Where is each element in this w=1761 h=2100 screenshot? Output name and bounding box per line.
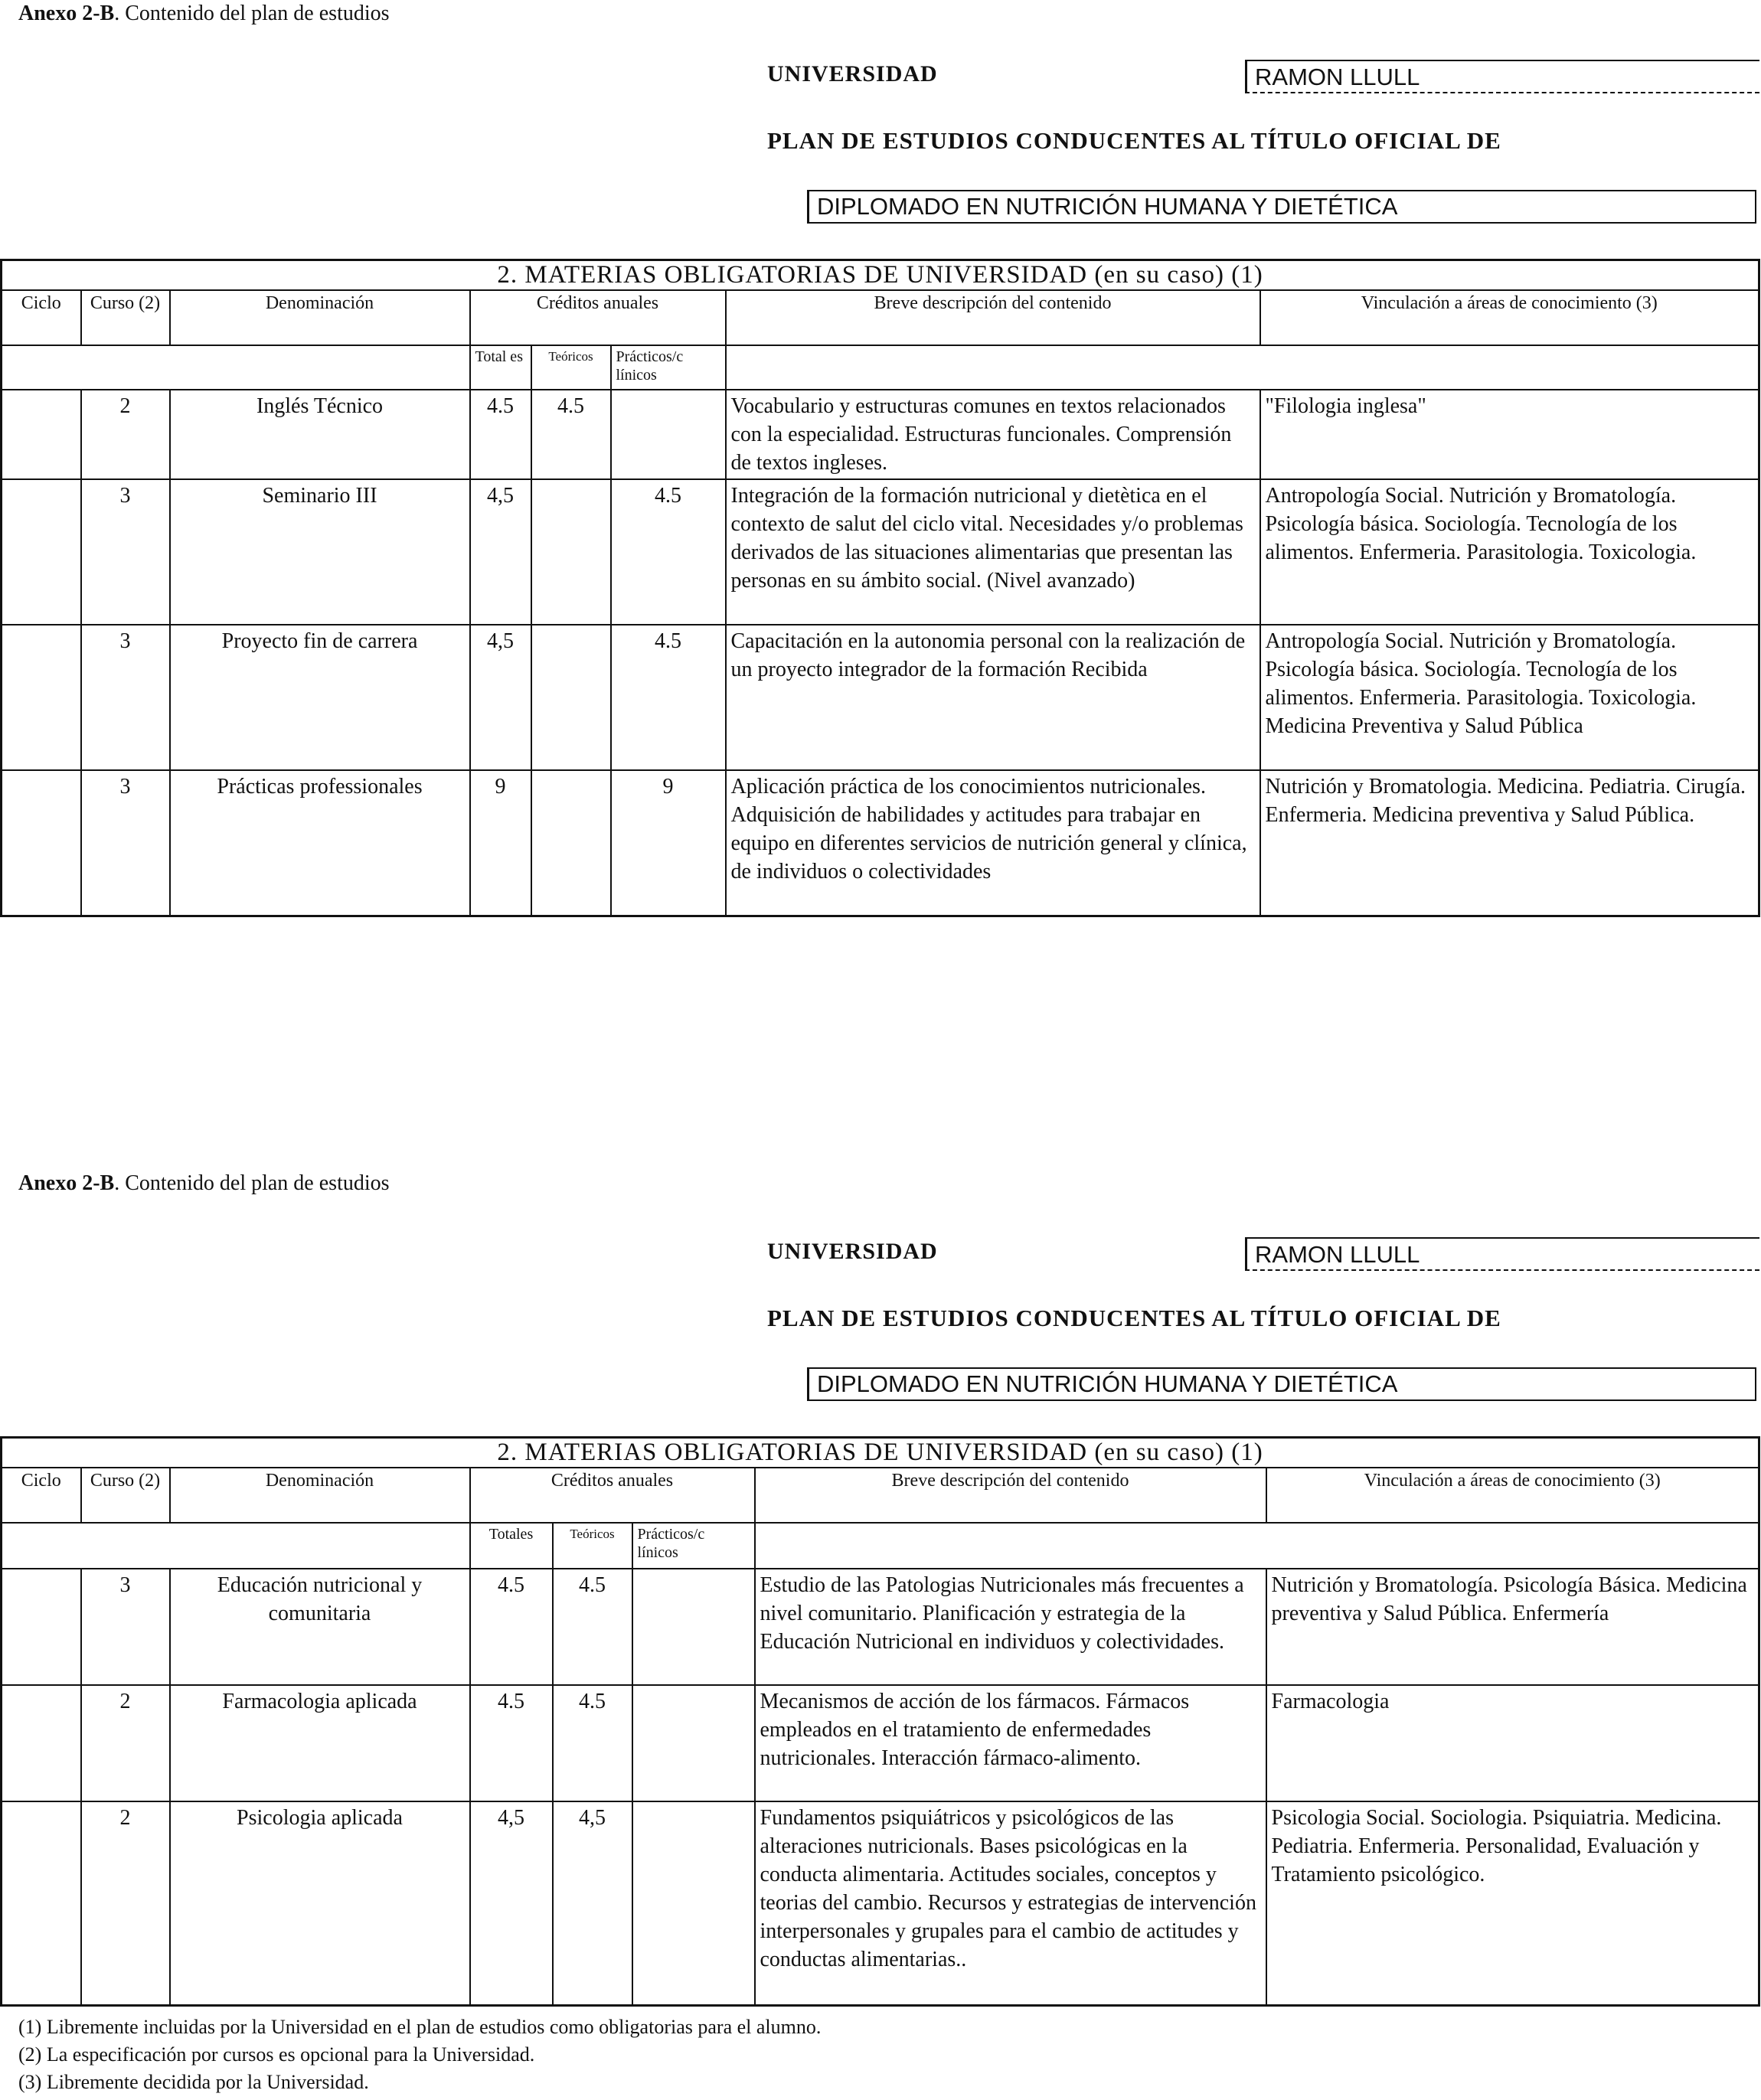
table-row: [2, 390, 1759, 479]
cell-vinculacion: Psicologia Social. Sociologia. Psiquiatria. Medicina. Pediatria. Enfermeria. Personalidad, Evaluación y Tratamiento psicológico.: [1266, 1801, 1759, 2005]
subheader-totales: Totales: [470, 1523, 553, 1569]
page-1: [0, 0, 1761, 934]
annex-title: . Contenido del plan de estudios: [114, 1171, 390, 1195]
cell-vinculacion: Antropología Social. Nutrición y Bromatología. Psicología básica. Sociología. Tecnología de los alimentos. Enfermeria. Parasitologia. Toxicologia.: [1260, 479, 1759, 625]
header-creditos: Créditos anuales: [470, 1468, 755, 1523]
cell-practicos: [632, 1569, 755, 1685]
cell-descripcion: Mecanismos de acción de los fármacos. Fármacos empleados en el tratamiento de enfermedades nutricionales. Interacción fármaco-alimento.: [755, 1685, 1266, 1801]
table-row: [2, 625, 1759, 770]
table-title: 2. MATERIAS OBLIGATORIAS DE UNIVERSIDAD (en su caso) (1): [2, 1438, 1759, 1468]
cell-teoricos: 4.5: [553, 1569, 632, 1685]
table-row: [2, 770, 1759, 916]
footnotes: [18, 2013, 821, 2096]
plan-title: PLAN DE ESTUDIOS CONDUCENTES AL TÍTULO OFICIAL DE: [767, 1305, 1501, 1331]
subheader-practicos: Prácticos/c línicos: [632, 1523, 755, 1569]
plan-title: PLAN DE ESTUDIOS CONDUCENTES AL TÍTULO OFICIAL DE: [767, 127, 1501, 154]
header-curso: Curso (2): [81, 1468, 170, 1523]
table-title: 2. MATERIAS OBLIGATORIAS DE UNIVERSIDAD (en su caso) (1): [2, 260, 1759, 291]
subheader-totales: Total es: [470, 345, 531, 390]
cell-totales: 4,5: [470, 479, 531, 625]
cell-ciclo: [2, 1569, 81, 1685]
university-label: UNIVERSIDAD: [767, 61, 938, 87]
subheader-teoricos: Teóricos: [553, 1523, 632, 1569]
cell-denominacion: Psicologia aplicada: [170, 1801, 470, 2005]
cell-curso: 2: [81, 1685, 170, 1801]
cell-curso: 3: [81, 479, 170, 625]
header-descripcion: Breve descripción del contenido: [726, 290, 1260, 345]
cell-curso: 2: [81, 390, 170, 479]
annex-heading: [18, 2, 390, 26]
annex-label: Anexo 2-B: [18, 2, 115, 25]
cell-practicos: [611, 390, 726, 479]
header-descripcion: Breve descripción del contenido: [755, 1468, 1266, 1523]
header-curso: Curso (2): [81, 290, 170, 345]
cell-denominacion: Prácticas professionales: [170, 770, 470, 916]
header-denominacion: Denominación: [170, 1468, 470, 1523]
subheader-practicos: Prácticos/c línicos: [611, 345, 726, 390]
page-2: [0, 1171, 1761, 2100]
cell-teoricos: [531, 770, 611, 916]
cell-vinculacion: Farmacologia: [1266, 1685, 1759, 1801]
subheader-teoricos: Teóricos: [531, 345, 611, 390]
university-value-box: RAMON LLULL: [1245, 60, 1759, 93]
footnote: (3) Libremente decidida por la Universidad.: [18, 2071, 369, 2093]
cell-ciclo: [2, 390, 81, 479]
table-row: [2, 1685, 1759, 1801]
cell-practicos: 9: [611, 770, 726, 916]
header-vinculacion: Vinculación a áreas de conocimiento (3): [1260, 290, 1759, 345]
subheader-spacer: [2, 345, 470, 390]
cell-totales: 9: [470, 770, 531, 916]
cell-practicos: [632, 1801, 755, 2005]
cell-curso: 3: [81, 625, 170, 770]
cell-curso: 3: [81, 1569, 170, 1685]
cell-curso: 3: [81, 770, 170, 916]
header-creditos: Créditos anuales: [470, 290, 726, 345]
cell-ciclo: [2, 1685, 81, 1801]
cell-denominacion: Farmacologia aplicada: [170, 1685, 470, 1801]
cell-denominacion: Inglés Técnico: [170, 390, 470, 479]
cell-ciclo: [2, 625, 81, 770]
cell-totales: 4,5: [470, 1801, 553, 2005]
cell-practicos: [632, 1685, 755, 1801]
subheader-spacer-right: [755, 1523, 1759, 1569]
footnote: (2) La especificación por cursos es opcional para la Universidad.: [18, 2043, 535, 2066]
cell-descripcion: Estudio de las Patologias Nutricionales más frecuentes a nivel comunitario. Planificación y estrategia de la Educación Nutricional en individuos y colectividades.: [755, 1569, 1266, 1685]
footnote: (1) Libremente incluidas por la Universidad en el plan de estudios como obligatorias para el alumno.: [18, 2016, 822, 2038]
university-label: UNIVERSIDAD: [767, 1239, 938, 1264]
cell-descripcion: Vocabulario y estructuras comunes en textos relacionados con la especialidad. Estructuras funcionales. Comprensión de textos ingleses.: [726, 390, 1260, 479]
cell-denominacion: Proyecto fin de carrera: [170, 625, 470, 770]
cell-ciclo: [2, 1801, 81, 2005]
subheader-spacer: [2, 1523, 470, 1569]
subjects-table: [0, 1436, 1760, 2007]
cell-practicos: 4.5: [611, 625, 726, 770]
subjects-table: [0, 259, 1760, 917]
table-row: [2, 1801, 1759, 2005]
cell-teoricos: 4,5: [553, 1801, 632, 2005]
cell-curso: 2: [81, 1801, 170, 2005]
cell-ciclo: [2, 770, 81, 916]
cell-teoricos: 4.5: [553, 1685, 632, 1801]
cell-descripcion: Aplicación práctica de los conocimientos nutricionales. Adquisición de habilidades y actitudes para trabajar en equipo en diferentes servicios de nutrición general y clínica, de individuos o colectividades: [726, 770, 1260, 916]
cell-vinculacion: Antropología Social. Nutrición y Bromatología. Psicología básica. Sociología. Tecnología de los alimentos. Enfermeria. Parasitologia. Toxicologia. Medicina Preventiva y Salud Pública: [1260, 625, 1759, 770]
cell-teoricos: 4.5: [531, 390, 611, 479]
cell-vinculacion: Nutrición y Bromatologia. Medicina. Pediatria. Cirugía. Enfermeria. Medicina preventiva y Salud Pública.: [1260, 770, 1759, 916]
annex-heading: [18, 1171, 390, 1196]
cell-practicos: 4.5: [611, 479, 726, 625]
header-vinculacion: Vinculación a áreas de conocimiento (3): [1266, 1468, 1759, 1523]
degree-box: DIPLOMADO EN NUTRICIÓN HUMANA Y DIETÉTICA: [807, 1367, 1756, 1401]
cell-denominacion: Seminario III: [170, 479, 470, 625]
cell-descripcion: Integración de la formación nutricional y dietètica en el contexto de salut del ciclo vital. Necesidades y/o problemas derivados de las situaciones alimentarias que presentan las personas en su ámbito social. (Nivel avanzado): [726, 479, 1260, 625]
cell-totales: 4.5: [470, 1685, 553, 1801]
degree-box: DIPLOMADO EN NUTRICIÓN HUMANA Y DIETÉTICA: [807, 190, 1756, 224]
cell-vinculacion: "Filologia inglesa": [1260, 390, 1759, 479]
table-row: [2, 479, 1759, 625]
table-row: [2, 1569, 1759, 1685]
cell-totales: 4.5: [470, 390, 531, 479]
cell-teoricos: [531, 625, 611, 770]
header-ciclo: Ciclo: [2, 290, 81, 345]
cell-descripcion: Fundamentos psiquiátricos y psicológicos de las alteraciones nutricionals. Bases psicológicas en la conducta alimentaria. Actitudes sociales, conceptos y teorias del cambio. Recursos y estrategias de intervención interpersonales y grupales para el cambio de actitudes y conductas alimentarias..: [755, 1801, 1266, 2005]
annex-label: Anexo 2-B: [18, 1171, 115, 1195]
cell-vinculacion: Nutrición y Bromatología. Psicología Básica. Medicina preventiva y Salud Pública. Enfermería: [1266, 1569, 1759, 1685]
cell-descripcion: Capacitación en la autonomia personal con la realización de un proyecto integrador de la formación Recibida: [726, 625, 1260, 770]
cell-totales: 4.5: [470, 1569, 553, 1685]
subheader-spacer-right: [726, 345, 1759, 390]
cell-ciclo: [2, 479, 81, 625]
annex-title: . Contenido del plan de estudios: [114, 2, 390, 25]
header-denominacion: Denominación: [170, 290, 470, 345]
cell-totales: 4,5: [470, 625, 531, 770]
cell-teoricos: [531, 479, 611, 625]
cell-denominacion: Educación nutricional y comunitaria: [170, 1569, 470, 1685]
header-ciclo: Ciclo: [2, 1468, 81, 1523]
university-value-box: RAMON LLULL: [1245, 1237, 1759, 1271]
